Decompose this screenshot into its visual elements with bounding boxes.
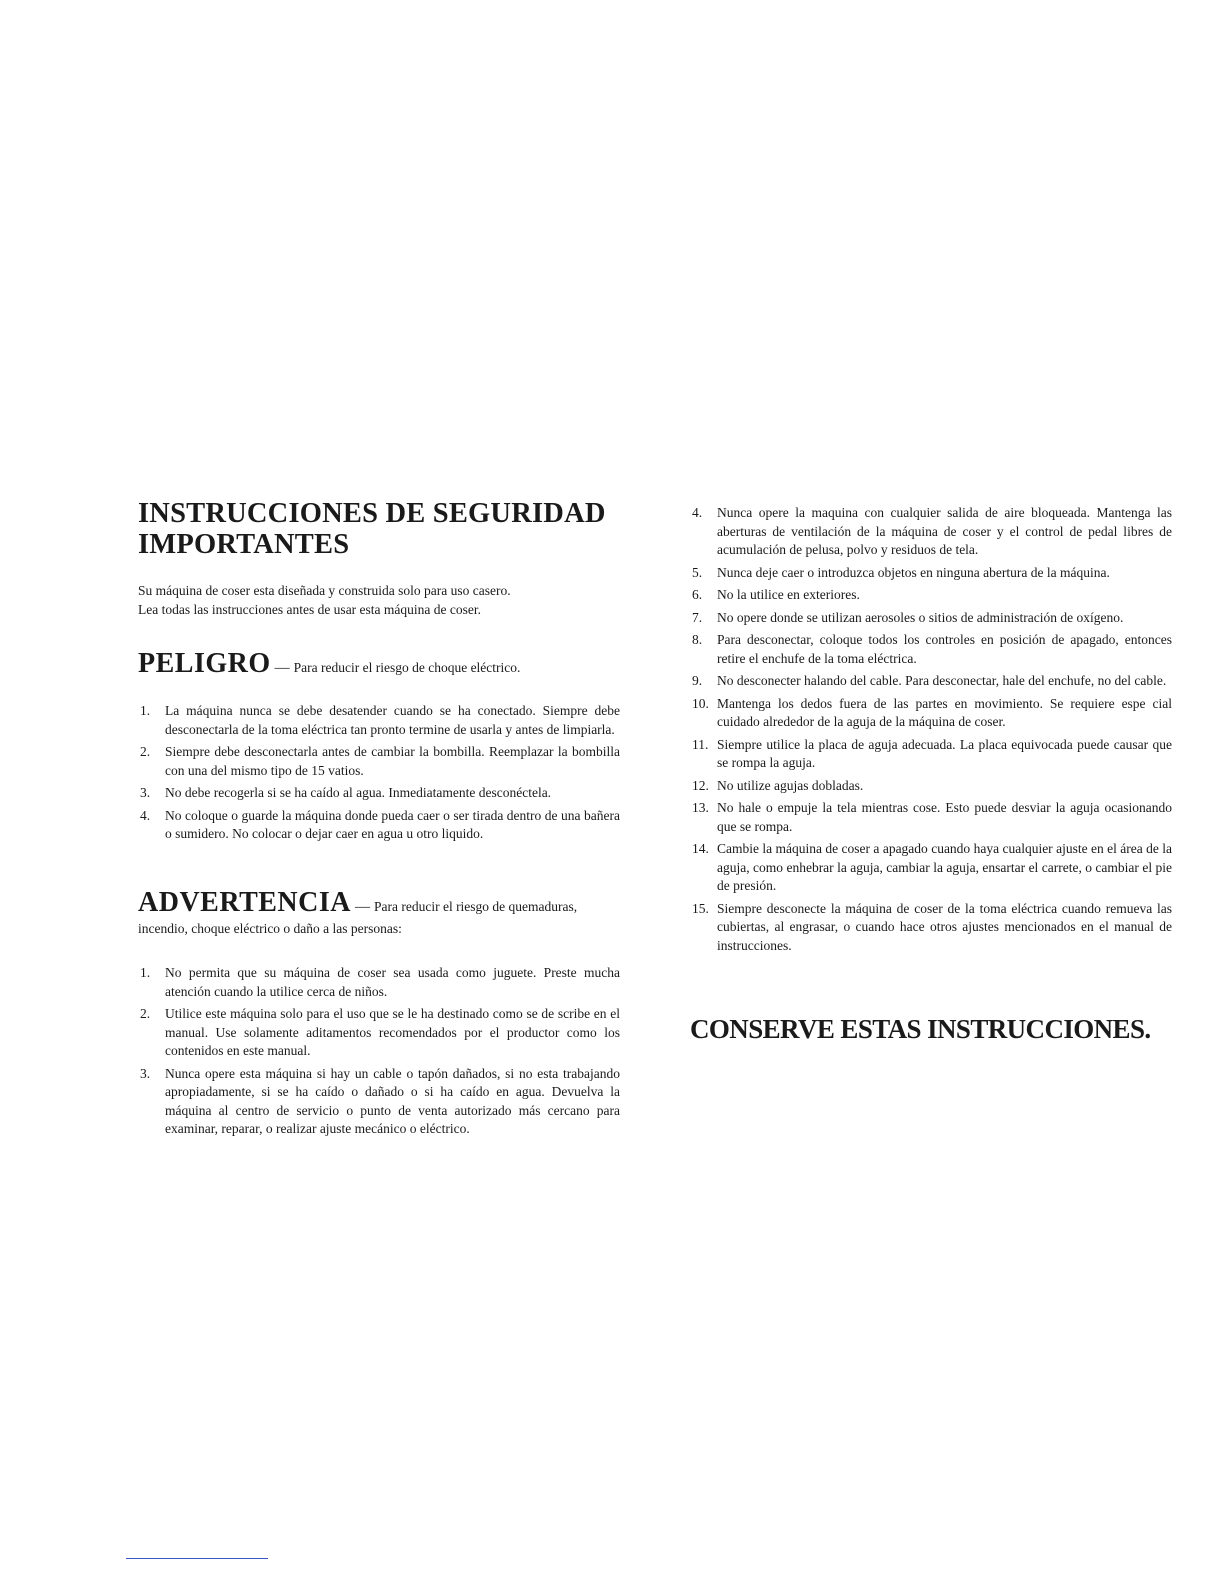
item-text: Cambie la máquina de coser a apagado cuando haya cualquier ajuste en el área de la aguja, como enhebrar la aguja, cambiar la aguja, ensartar el carrete, o cambiar el pie de presión. [717,841,1172,893]
item-text: No utilize agujas dobladas. [717,777,864,793]
item-text: No desconecter halando del cable. Para desconectar, hale del enchufe, no del cable. [717,673,1167,688]
item-text: No debe recogerla si se ha caído al agua. Inmediatamente desconéctela. [165,785,552,800]
item-number: 8. [692,632,703,647]
intro-line-1: Su máquina de coser esta diseñada y construida solo para uso casero. [138,583,511,598]
item-number: 3. [140,785,151,800]
item-text: Siempre desconecte la máquina de coser de la toma eléctrica cuando remueva las cubiertas, al engrasar, o cuando hace otros ajustes mencionados en el manual de instrucciones. [717,900,1172,953]
page-title [138,498,628,560]
item-text: No la utilice en exteriores. [717,587,860,602]
closing-heading: CONSERVE ESTAS INSTRUCCIONES. [690,1014,1151,1044]
item-number: 14. [692,841,709,856]
item-text: No hale o empuje la tela mientras cose. Esto puede desviar la aguja ocasionando que se rompa. [717,800,1172,834]
item-text: No opere donde se utilizan aerosoles o sitios de administración de oxígeno. [717,609,1124,625]
peligro-title: PELIGRO [138,648,271,679]
list-item [138,702,620,739]
item-text: Para desconectar, coloque todos los controles en posición de apagado, entonces retire el enchufe de la toma eléctrica. [717,632,1172,666]
peligro-subtitle: Para reducir el riesgo de choque eléctrico. [293,660,521,675]
item-number: 4. [140,807,151,823]
item-text: No coloque o guarde la máquina donde pueda caer o ser tirada dentro de una bañera o sumidero. No colocar o dejar caer en agua u otro liquido. [165,807,620,841]
peligro-list [138,702,620,848]
item-text: Nunca deje caer o introduzca objetos en ninguna abertura de la máquina. [717,564,1110,580]
list-item [690,672,1172,691]
item-text: Nunca opere la maquina con cualquier salida de aire bloqueada. Mantenga las aberturas de ventilación de la máquina de coser y el control de pedal libres de acumulación de pelusa, polvo y residuos de tela. [717,505,1172,557]
item-number: 13. [692,800,709,815]
footer-rule [126,1558,268,1559]
list-item [690,504,1172,560]
item-number: 1. [140,965,151,980]
advertencia-heading [138,887,620,938]
list-item [138,1005,620,1061]
item-text: Utilice este máquina solo para el uso que se le ha destinado como se de scribe en el manual. Use solamente aditamentos recomendados por el productor como los contenidos en este manual. [165,1006,620,1058]
list-item [138,1065,620,1139]
list-item [690,695,1172,732]
item-text: Siempre debe desconectarla antes de cambiar la bombilla. Reemplazar la bombilla con una del mismo tipo de 15 vatios. [165,744,620,778]
peligro-heading [138,648,620,680]
item-number: 2. [140,744,151,759]
list-item [690,631,1172,668]
item-number: 15. [692,900,709,916]
item-text: La máquina nunca se debe desatender cuando se ha conectado. Siempre debe desconectarla de la toma eléctrica tan pronto termine de usarla y antes de limpiarla. [165,703,620,737]
list-item [138,784,620,803]
advertencia-list [138,964,620,1143]
item-number: 3. [140,1065,151,1081]
list-item [138,743,620,780]
intro-line-2: Lea todas las instrucciones antes de usar esta máquina de coser. [138,601,482,617]
item-number: 7. [692,609,703,625]
item-number: 9. [692,673,703,688]
list-item [690,586,1172,605]
list-item [690,840,1172,896]
item-number: 11. [692,736,709,752]
item-number: 5. [692,564,703,580]
continued-list [690,504,1172,959]
list-item [690,736,1172,773]
intro-text [138,582,511,619]
advertencia-dash: — [354,899,370,915]
list-item [690,564,1172,583]
item-text: Nunca opere esta máquina si hay un cable o tapón dañados, si no esta trabajando apropiadamente, si se ha caído o dañado o si ha caído en agua. Devuelva la máquina al centro de servicio o punto de venta autorizado más cercano para examinar, reparar, o realizar ajuste mecánico o eléctrico. [165,1065,620,1136]
item-number: 4. [692,505,703,520]
list-item [138,964,620,1001]
item-text: Siempre utilice la placa de aguja adecuada. La placa equivocada puede causar que se rompa la aguja. [717,736,1172,770]
advertencia-title: ADVERTENCIA [138,887,351,918]
list-item [138,807,620,844]
advertencia-subtitle-b: incendio, choque eléctrico o daño a las personas: [138,921,402,936]
advertencia-subtitle-a: Para reducir el riesgo de quemaduras, [373,899,578,914]
page-title-line2: IMPORTANTES [138,529,350,560]
peligro-dash: — [274,660,290,676]
list-item [690,777,1172,796]
item-number: 1. [140,703,151,718]
item-text: No permita que su máquina de coser sea usada como juguete. Preste mucha atención cuando la utilice cerca de niños. [165,965,620,999]
item-number: 12. [692,777,709,793]
list-item [690,799,1172,836]
item-number: 6. [692,587,703,602]
page-title-line1: INSTRUCCIONES DE SEGURIDAD [138,498,606,529]
item-text: Mantenga los dedos fuera de las partes en movimiento. Se requiere espe cial cuidado alrededor de la aguja de la máquina de coser. [717,695,1172,729]
item-number: 2. [140,1006,151,1021]
item-number: 10. [692,695,709,711]
list-item [690,900,1172,956]
list-item [690,609,1172,628]
